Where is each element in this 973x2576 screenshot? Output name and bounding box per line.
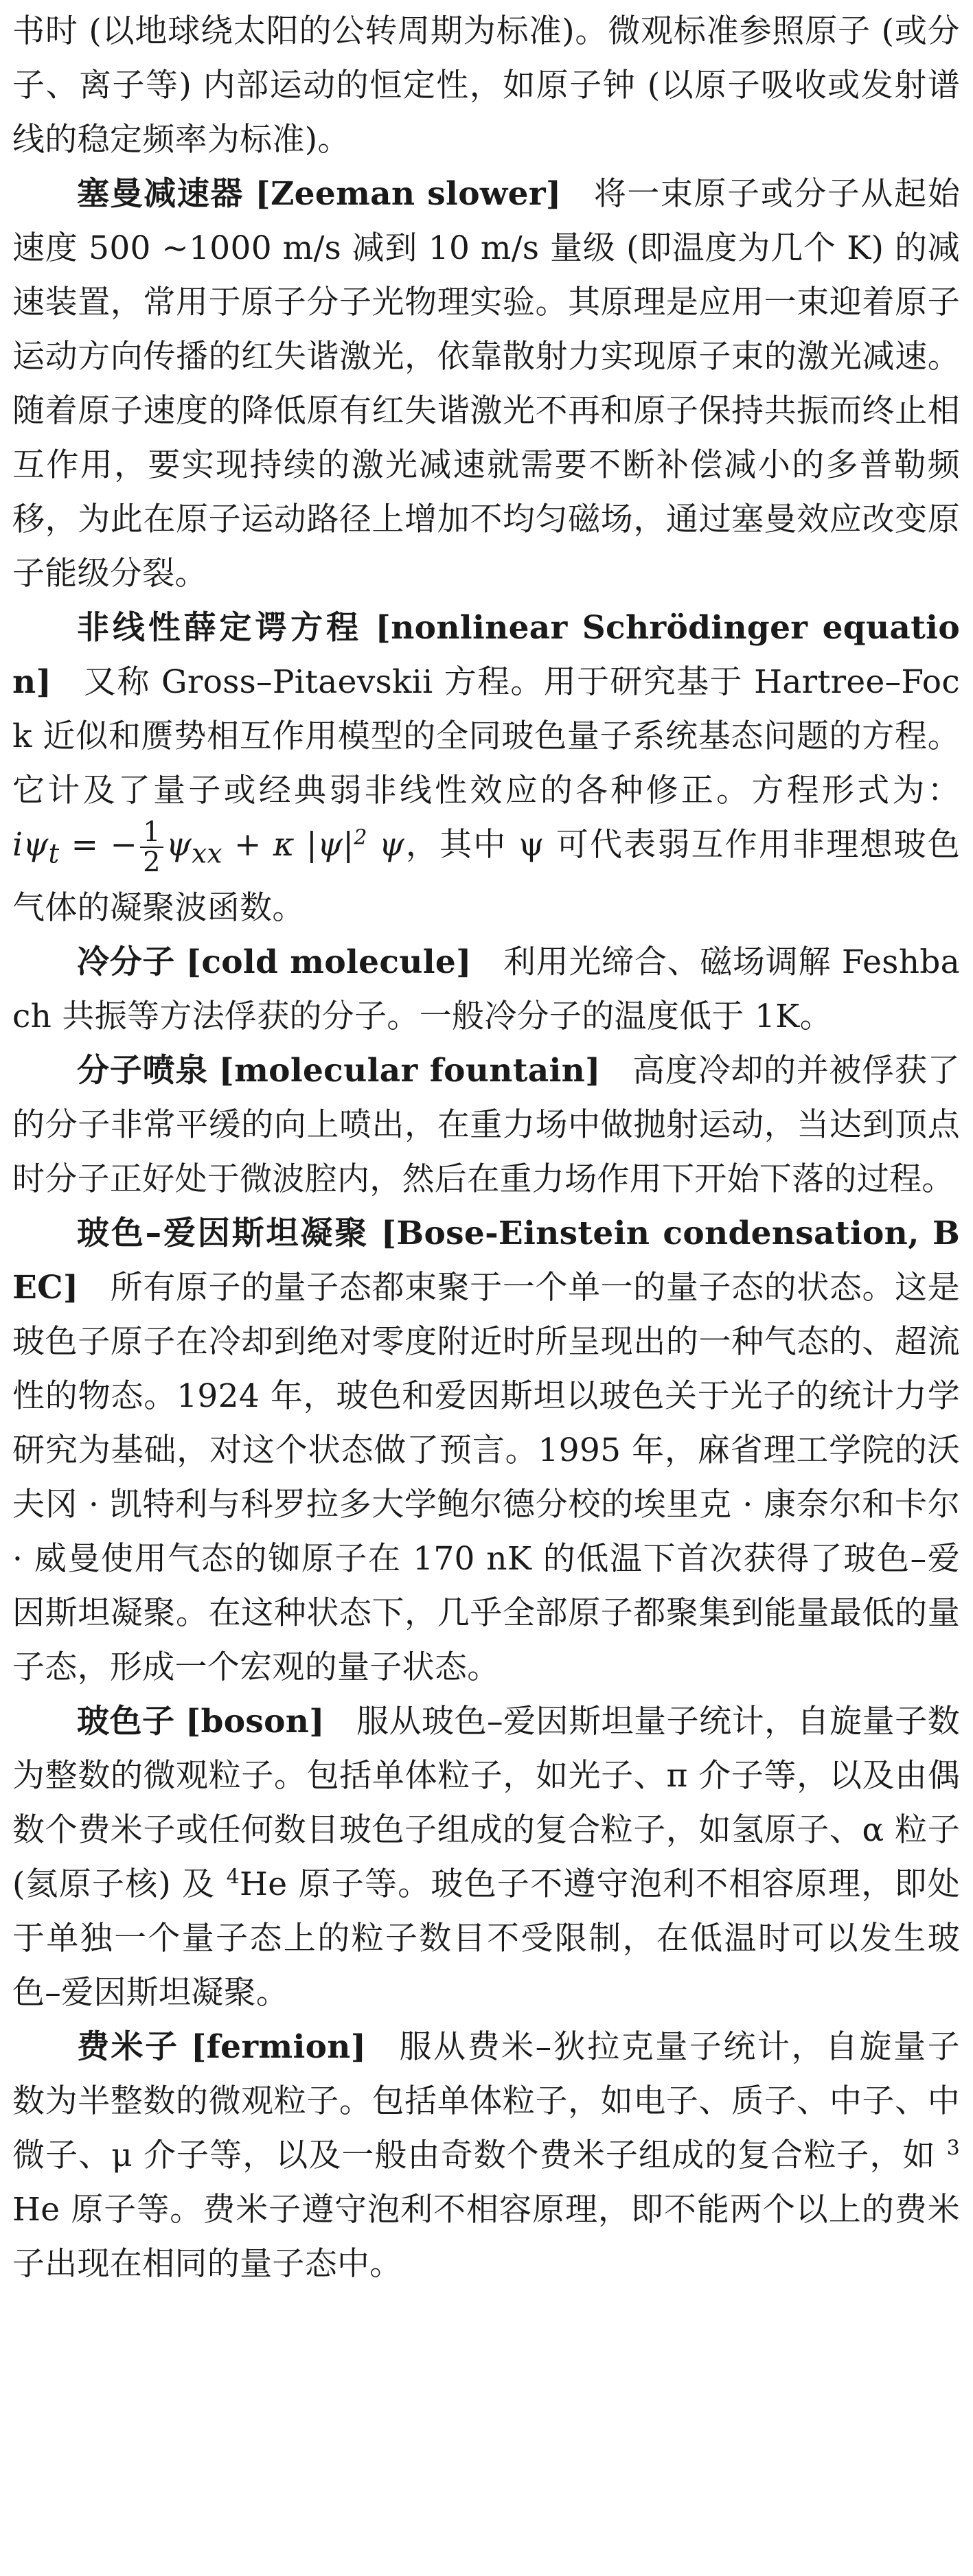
- entry-english-term: [nonlinear Schrödinger equation]: [12, 609, 960, 701]
- entry-zeeman-slower: [12, 167, 960, 601]
- entry-definition: 服从费米–狄拉克量子统计，自旋量子数为半整数的微观粒子。包括单体粒子，如电子、质子、中子、中微子、μ 介子等，以及一般由奇数个费米子组成的复合粒子，如: [12, 2028, 960, 2175]
- entry-english-term: [Bose-Einstein condensation, BEC]: [12, 1215, 960, 1307]
- entry-definition-continued: He 原子等。费米子遵守泡利不相容原理，即不能两个以上的费米子出现在相同的量子态中。: [12, 2191, 960, 2284]
- entry-definition: 将一束原子或分子从起始速度 500 ∼1000 m/s 减到 10 m/s 量级 (即温度为几个 K) 的减速装置，常用于原子分子光物理实验。其原理是应用一束迎着原子运动方向传播的红失谐激光，依靠散射力实现原子束的激光减速。随着原子速度的降低原有红失谐激光不再和原子保持共振而终止相互作用，要实现持续的激光减速就需要不断补偿减小的多普勒频移，为此在原子运动路径上增加不均匀磁场，通过塞曼效应改变原子能级分裂。: [12, 175, 960, 593]
- dictionary-page: [12, 4, 960, 2291]
- entry-definition: 又称 Gross–Pitaevskii 方程。用于研究基于 Hartree–Fock 近似和赝势相互作用模型的全同玻色量子系统基态问题的方程。它计及了量子或经典弱非线性效应的各种修正。方程形式为：: [12, 663, 960, 809]
- gp-equation: $i\psi_t$ = − $\frac{1}{2}$ $\psi_{xx} + \kappa$ $|\psi|^2$ ψ: [12, 816, 405, 878]
- entry-term: 玻色子: [77, 1703, 175, 1741]
- equation-fraction: $\frac{1}{2}$: [140, 818, 163, 877]
- entry-term: 非线性薛定谔方程: [77, 609, 362, 647]
- entry-definition: 高度冷却的并被俘获了的分子非常平缓的向上喷出，在重力场中做抛射运动，当达到顶点时分子正好处于微波腔内，然后在重力场作用下开始下落的过程。: [12, 1052, 961, 1199]
- entry-english-term: [cold molecule]: [185, 943, 472, 982]
- entry-boson: [12, 1694, 960, 2020]
- entry-molecular-fountain: [12, 1044, 960, 1206]
- entry-definition-continued: He 原子等。玻色子不遵守泡利不相容原理，即处于单独一个量子态上的粒子数目不受限制，在低温时可以发生玻色–爱因斯坦凝聚。: [12, 1865, 960, 2012]
- entry-term: 塞曼减速器: [77, 175, 244, 213]
- entry-definition-continued: ，其中 ψ 可代表弱互作用非理想玻色气体的凝聚波函数。: [12, 826, 961, 928]
- entry-term: 玻色–爱因斯坦凝聚: [77, 1215, 369, 1253]
- entry-definition: 利用光缔合、磁场调解 Feshbach 共振等方法俘获的分子。一般冷分子的温度低于 1K。: [12, 943, 960, 1036]
- entry-english-term: [boson]: [185, 1703, 325, 1741]
- isotope-superscript: 4: [226, 1865, 240, 1889]
- entry-english-term: [Zeeman slower]: [255, 175, 562, 213]
- entry-definition: 所有原子的量子态都束聚于一个单一的量子态的状态。这是玻色子原子在冷却到绝对零度附近时所呈现出的一种气态的、超流性的物态。1924 年，玻色和爱因斯坦以玻色关于光子的统计力学研究为基础，对这个状态做了预言。1995 年，麻省理工学院的沃夫冈 · 凯特利与科罗拉多大学鲍尔德分校的埃里克 · 康奈尔和卡尔 · 威曼使用气态的铷原子在 170 nK 的低温下首次获得了玻色–爱因斯坦凝聚。在这种状态下，几乎全部原子都聚集到能量最低的量子态，形成一个宏观的量子状态。: [12, 1269, 960, 1687]
- entry-term: 分子喷泉: [77, 1052, 208, 1090]
- entry-bose-einstein-condensation: [12, 1206, 960, 1694]
- entry-english-term: [fermion]: [191, 2028, 367, 2067]
- isotope-superscript: 3: [946, 2136, 960, 2161]
- entry-cold-molecule: [12, 935, 960, 1044]
- entry-term: 冷分子: [77, 943, 176, 982]
- entry-term: 费米子: [77, 2028, 179, 2067]
- entry-fermion: [12, 2020, 960, 2291]
- intro-paragraph: 书时 (以地球绕太阳的公转周期为标准)。微观标准参照原子 (或分子、离子等) 内部运动的恒定性，如原子钟 (以原子吸收或发射谱线的稳定频率为标准)。: [12, 12, 960, 159]
- entry-english-term: [molecular fountain]: [218, 1052, 601, 1090]
- entry-nonlinear-schrodinger: [12, 601, 960, 935]
- entry-definition: 服从玻色–爱因斯坦量子统计，自旋量子数为整数的微观粒子。包括单体粒子，如光子、π 介子等，以及由偶数个费米子或任何数目玻色子组成的复合粒子，如氢原子、α 粒子 (氦原子核) 及: [12, 1703, 960, 1904]
